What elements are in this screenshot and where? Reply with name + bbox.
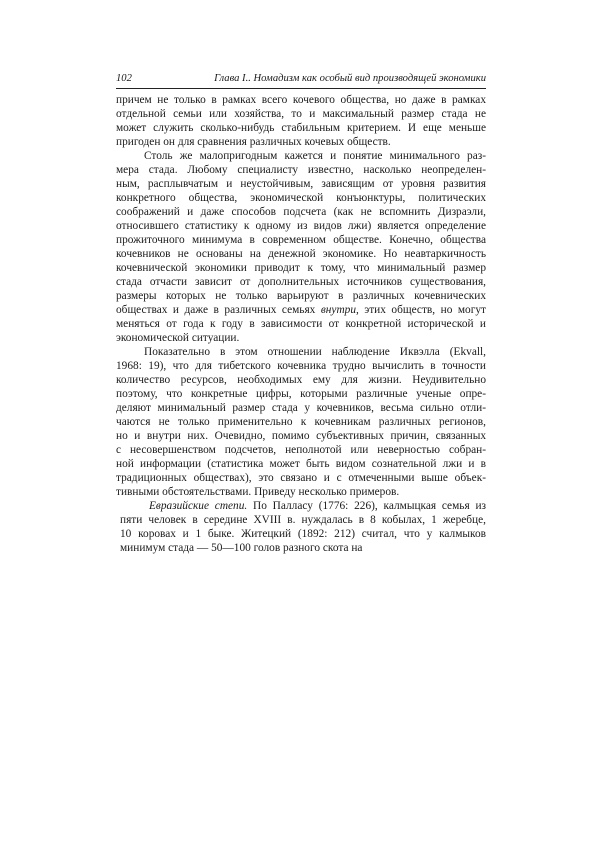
text-line — [120, 541, 486, 555]
text-line — [144, 149, 486, 163]
text-line — [116, 415, 486, 429]
text-run: традиционных обществах), это связано и с отмеченными выше объек- — [116, 472, 486, 484]
text-run: кочевников не основаны на денежной экономике. Но неавтаркичность — [116, 248, 486, 260]
text-line — [116, 401, 486, 415]
text-run: 1968: 19), что для тибетского кочевника трудно вычислить в точности — [116, 360, 486, 372]
text-run: Показательно в этом отношении наблюдение Иквэлла (Ekvall, — [144, 346, 486, 358]
text-line — [116, 93, 486, 107]
text-line — [116, 331, 486, 345]
text-line — [116, 471, 486, 485]
text-line — [149, 499, 486, 513]
text-line — [116, 275, 486, 289]
text-line — [116, 219, 486, 233]
text-run: поэтому, что конкретные цифры, которыми различные ученые опре- — [116, 388, 486, 400]
text-run: конкретного общества, экономической конъюнктуры, политических — [116, 192, 486, 204]
text-run: соображений и даже способов подсчета (как не вспомнить Дизраэли, — [116, 206, 486, 218]
text-run: По Палласу (1776: 226), калмыцкая семья из — [247, 500, 486, 512]
text-line — [116, 163, 486, 177]
text-line — [116, 387, 486, 401]
running-title: Глава I.. Номадизм как особый вид производящей экономики — [214, 73, 486, 84]
text-line — [116, 205, 486, 219]
text-line — [116, 317, 486, 331]
text-line — [116, 289, 486, 303]
text-line — [116, 261, 486, 275]
text-run: Столь же малопригодным кажется и понятие минимального раз- — [144, 150, 486, 162]
text-run: мера стада. Любому специалисту известно, насколько неопределен- — [116, 164, 486, 176]
text-run: экономической ситуации. — [116, 332, 240, 344]
text-run: относившего статистику к одному из видов лжи) является определение — [116, 220, 486, 232]
text-run: отдельной семьи или хозяйства, то и максимальный размер стада не — [116, 108, 486, 120]
text-line — [116, 121, 486, 135]
text-line — [120, 513, 486, 527]
text-run: с несовершенством подсчетов, неполнотой или неверностью собран- — [116, 444, 486, 456]
italic-text: Евразийские степи. — [149, 500, 248, 512]
text-line — [116, 177, 486, 191]
text-run: пяти человек в середине XVIII в. нуждалась в 8 кобылах, 1 жеребце, — [120, 514, 486, 526]
text-line — [116, 359, 486, 373]
text-run: 10 коровах и 1 быке. Житецкий (1892: 212) считал, что у калмыков — [120, 528, 486, 540]
text-line — [116, 233, 486, 247]
text-line — [116, 247, 486, 261]
text-run: причем не только в рамках всего кочевого общества, но даже в рамках — [116, 94, 486, 106]
text-run: минимум стада — 50—100 голов разного скота на — [120, 542, 363, 554]
text-line — [116, 107, 486, 121]
text-run: меняться от года к году в зависимости от конкретной исторической и — [116, 318, 486, 330]
text-run: но и внутри них. Очевидно, помимо субъективных причин, связанных — [116, 430, 486, 442]
text-line — [120, 527, 486, 541]
text-line — [116, 443, 486, 457]
text-line — [116, 485, 486, 499]
text-run: чаются не только применительно к кочевникам различных регионов, — [116, 416, 486, 428]
text-run: этих обществ, но могут — [358, 304, 486, 316]
text-line — [116, 429, 486, 443]
text-run: обществах и даже в различных семьях — [116, 304, 321, 316]
page-number: 102 — [116, 73, 132, 84]
text-run: ным, расплывчатым и неустойчивым, зависящим от уровня развития — [116, 178, 486, 190]
text-run: количество ресурсов, необходимых ему для жизни. Неудивительно — [116, 374, 486, 386]
text-run: тивными обстоятельствами. Приведу несколько примеров. — [116, 486, 400, 498]
text-run: кочевнической экономики приводит к тому, что минимальный размер — [116, 262, 486, 274]
text-line — [116, 135, 486, 149]
text-run: пригоден он для сравнения различных кочевых обществ. — [116, 136, 391, 148]
italic-text: внутри, — [320, 304, 359, 316]
text-line — [116, 373, 486, 387]
text-run: размеры которых не только варьируют в различных кочевнических — [116, 290, 486, 302]
text-line — [116, 191, 486, 205]
text-line — [144, 345, 486, 359]
text-line — [116, 303, 486, 317]
running-header — [116, 72, 486, 88]
text-run: прожиточного минимума в современном обществе. Конечно, общества — [116, 234, 486, 246]
text-run: может служить сколько-нибудь стабильным критерием. И еще меньше — [116, 122, 486, 134]
header-rule — [116, 88, 486, 89]
text-run: стада отчасти зависит от дополнительных источников существования, — [116, 276, 486, 288]
text-line — [116, 457, 486, 471]
text-run: ной информации (статистика может быть видом сознательной лжи и в — [116, 458, 486, 470]
text-run: деляют минимальный размер стада у кочевников, весьма сильно отли- — [116, 402, 486, 414]
